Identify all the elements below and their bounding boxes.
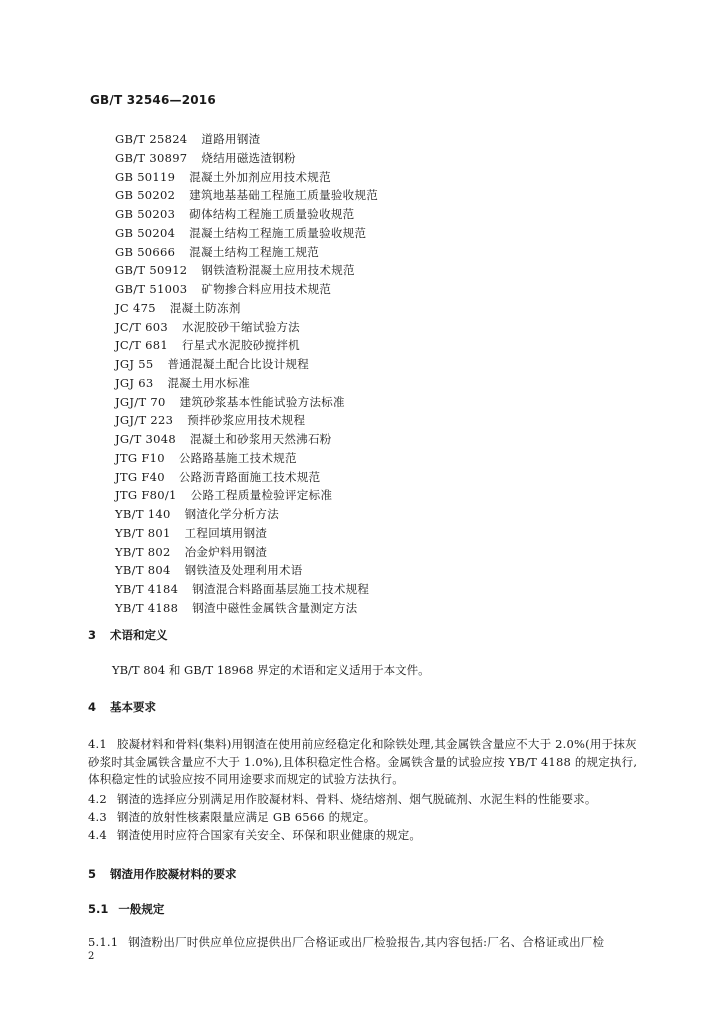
reference-item (115, 131, 260, 147)
reference-title: 钢渣化学分析方法 (184, 507, 279, 521)
reference-item (115, 281, 331, 297)
reference-code: GB/T 25824 (115, 132, 188, 146)
reference-title: 普通混凝土配合比设计规程 (167, 357, 310, 371)
reference-code: JTG F80/1 (115, 488, 177, 503)
reference-title: 预拌砂浆应用技术规程 (187, 413, 306, 428)
section-number: 4 (88, 700, 97, 714)
section-3-text: YB/T 804 和 GB/T 18968 界定的术语和定义适用于本文件。 (112, 663, 430, 677)
reference-code: GB 50666 (115, 244, 176, 259)
reference-item (115, 375, 250, 391)
reference-code: JGJ/T 70 (115, 394, 166, 409)
page-number: 2 (88, 951, 95, 962)
subsection-5-1-heading (88, 901, 164, 917)
reference-code: YB/T 802 (115, 544, 171, 559)
clause-4-2 (88, 791, 648, 809)
reference-item (115, 487, 332, 503)
reference-code: JGJ 63 (115, 375, 154, 390)
section-4-heading (88, 699, 156, 715)
reference-item (115, 262, 355, 278)
reference-title: 行星式水泥胶砂搅拌机 (181, 338, 300, 353)
section-3-heading (88, 627, 168, 643)
clause-text: 钢渣的选择应分别满足用作胶凝材料、骨料、烧结熔剂、烟气脱硫剂、水泥生料的性能要求。 (116, 792, 597, 806)
clause-number: 4.4 (88, 828, 107, 842)
reference-title: 道路用钢渣 (201, 132, 261, 146)
reference-code: GB/T 51003 (115, 282, 188, 296)
reference-title: 混凝土结构工程施工质量验收规范 (189, 225, 367, 240)
reference-item (115, 300, 241, 316)
reference-code: YB/T 801 (115, 525, 171, 540)
reference-code: YB/T 804 (115, 563, 171, 578)
reference-item (115, 562, 303, 578)
reference-code: JTG F40 (115, 469, 165, 484)
reference-code: GB 50204 (115, 225, 176, 240)
reference-item (115, 319, 300, 335)
reference-title: 建筑地基基础工程施工质量验收规范 (189, 188, 379, 203)
reference-item (115, 412, 305, 428)
reference-title: 公路路基施工技术规范 (178, 450, 297, 465)
reference-code: JG/T 3048 (115, 432, 176, 446)
reference-title: 钢铁渣粉混凝土应用技术规范 (201, 263, 355, 278)
clause-5-1-1 (88, 934, 648, 952)
reference-item (115, 506, 279, 522)
clause-number: 4.2 (88, 792, 107, 806)
reference-title: 工程回填用钢渣 (184, 525, 268, 540)
reference-item (115, 469, 320, 485)
reference-title: 钢铁渣及处理利用术语 (184, 563, 303, 578)
reference-item (115, 394, 345, 410)
reference-code: YB/T 140 (115, 507, 171, 521)
clause-text: 钢渣使用时应符合国家有关安全、环保和职业健康的规定。 (116, 828, 422, 842)
reference-title: 建筑砂浆基本性能试验方法标准 (179, 394, 345, 409)
clause-4-4 (88, 827, 648, 845)
section-number: 5 (88, 867, 97, 881)
reference-code: JTG F10 (115, 450, 165, 465)
clause-text: 胶凝材料和骨料(集料)用钢渣在使用前应经稳定化和除铁处理,其金属铁含量应不大于 2.0%(用于抹灰砂浆时其金属铁含量应不大于 1.0%),且体积稳定性合格。金属铁含量的试验应按 YB/T 4188 的规定执行,体积稳定性的试验应按不同用途要求而规定的试验方法执行。 (88, 737, 638, 786)
reference-title: 水泥胶砂干缩试验方法 (181, 319, 300, 334)
clause-number: 5.1.1 (88, 935, 119, 949)
reference-item (115, 581, 369, 597)
reference-title: 矿物掺合料应用技术规范 (201, 282, 332, 296)
reference-code: JC/T 681 (115, 338, 168, 353)
reference-item (115, 337, 300, 353)
reference-code: GB 50119 (115, 169, 176, 184)
reference-code: GB/T 50912 (115, 263, 188, 278)
reference-item (115, 431, 332, 447)
section-title: 基本要求 (110, 700, 156, 714)
subsection-title: 一般规定 (118, 902, 165, 916)
reference-item (115, 187, 378, 203)
reference-item (115, 450, 297, 466)
section-number: 3 (88, 628, 97, 642)
reference-code: JC/T 603 (115, 319, 168, 334)
reference-item (115, 206, 354, 222)
reference-title: 混凝土防冻剂 (169, 300, 241, 315)
reference-title: 砌体结构工程施工质量验收规范 (189, 207, 355, 221)
reference-code: JGJ/T 223 (115, 413, 174, 428)
clause-4-3 (88, 809, 648, 827)
section-title: 钢渣用作胶凝材料的要求 (110, 867, 237, 881)
reference-code: JGJ 55 (115, 357, 154, 371)
reference-code: YB/T 4188 (115, 600, 179, 615)
reference-title: 冶金炉料用钢渣 (184, 544, 268, 559)
reference-item (115, 244, 319, 260)
reference-item (115, 525, 267, 541)
reference-code: GB/T 30897 (115, 150, 188, 165)
reference-item (115, 169, 331, 185)
reference-code: YB/T 4184 (115, 582, 179, 596)
clause-4-1 (88, 736, 648, 789)
reference-code: GB 50203 (115, 207, 176, 221)
clause-number: 4.3 (88, 810, 107, 824)
reference-title: 烧结用磁选渣钢粉 (201, 150, 296, 165)
reference-code: GB 50202 (115, 188, 176, 203)
clause-number: 4.1 (88, 737, 107, 751)
clause-text: 钢渣粉出厂时供应单位应提供出厂合格证或出厂检验报告,其内容包括:厂名、合格证或出厂检 (128, 935, 605, 949)
section-5-heading (88, 866, 237, 882)
reference-title: 钢渣中磁性金属铁含量测定方法 (192, 600, 358, 615)
reference-title: 混凝土和砂浆用天然沸石粉 (189, 432, 332, 446)
reference-title: 混凝土结构工程施工规范 (189, 244, 320, 259)
section-title: 术语和定义 (110, 628, 168, 642)
page-header: GB/T 32546—2016 (90, 93, 216, 107)
subsection-number: 5.1 (88, 902, 109, 916)
reference-item (115, 225, 366, 241)
reference-item (115, 544, 267, 560)
reference-title: 混凝土外加剂应用技术规范 (189, 169, 331, 184)
reference-item (115, 150, 296, 166)
reference-title: 钢渣混合料路面基层施工技术规程 (192, 582, 370, 596)
reference-item (115, 356, 309, 372)
reference-item (115, 600, 357, 616)
reference-title: 混凝土用水标准 (167, 375, 251, 390)
reference-title: 公路工程质量检验评定标准 (190, 488, 333, 503)
reference-title: 公路沥青路面施工技术规范 (178, 469, 321, 484)
reference-code: JC 475 (115, 300, 156, 315)
clause-text: 钢渣的放射性核素限量应满足 GB 6566 的规定。 (116, 810, 376, 824)
